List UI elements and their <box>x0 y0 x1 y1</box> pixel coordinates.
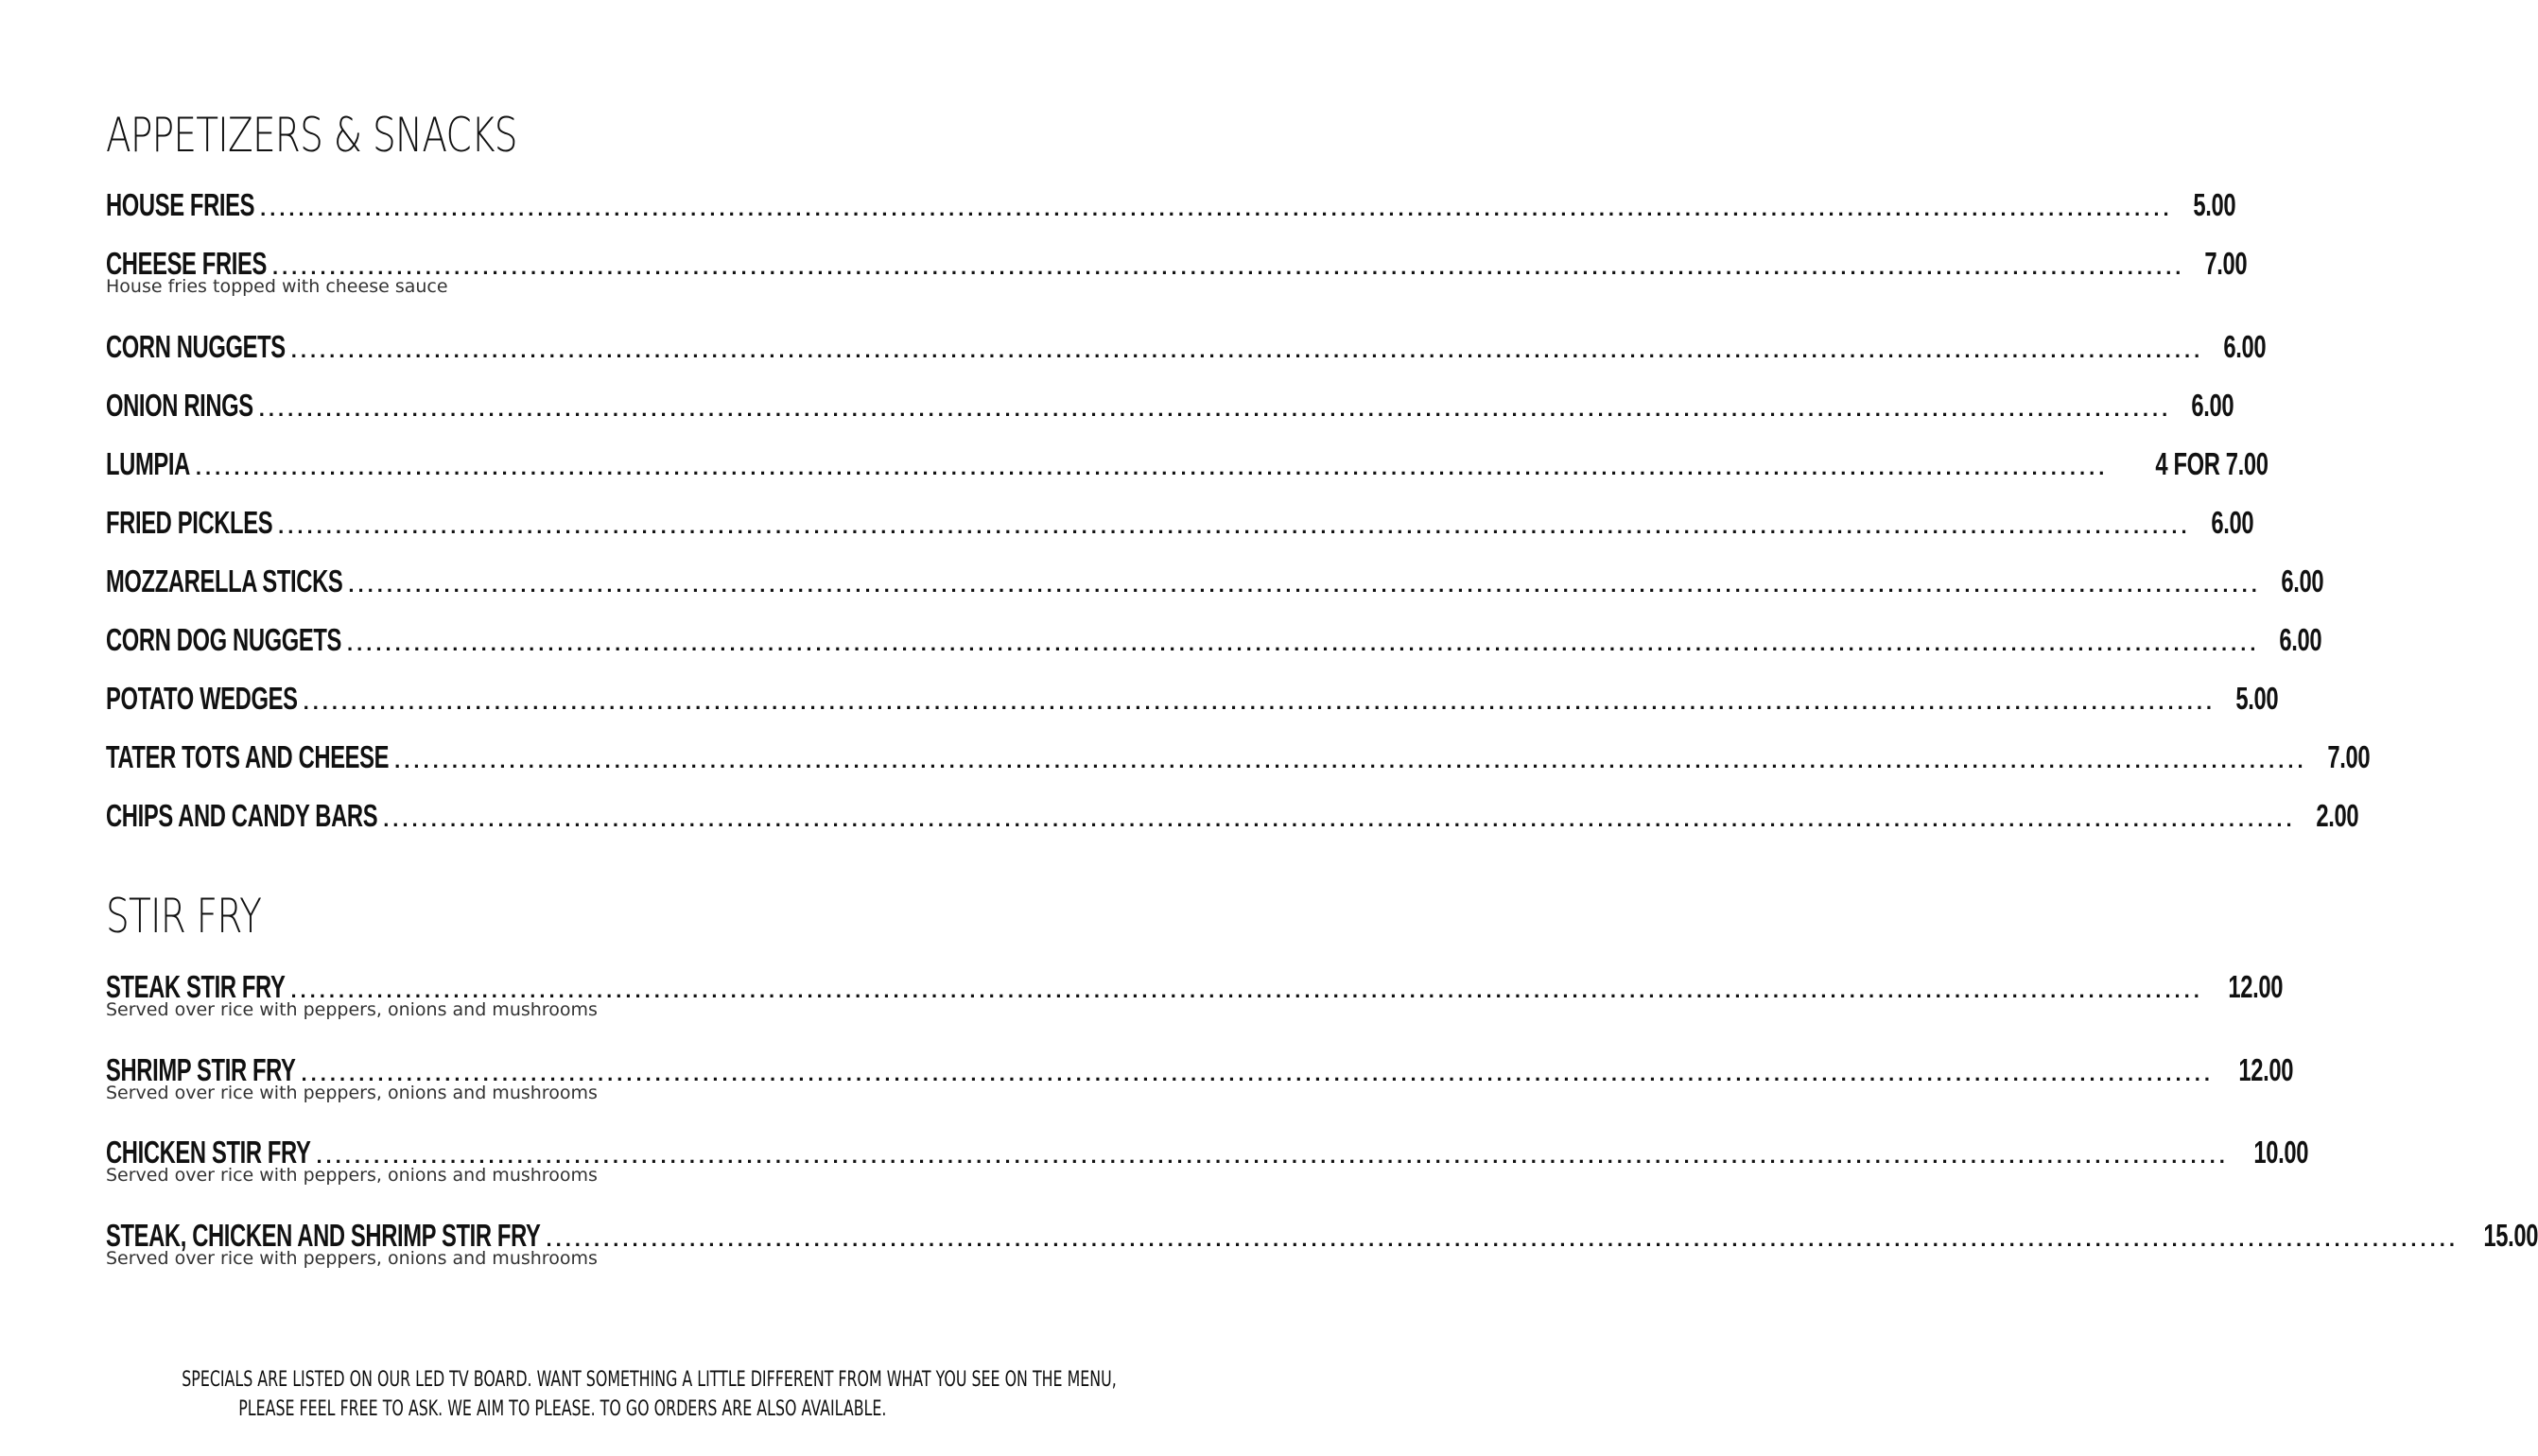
item-price: 12.00 <box>2238 1052 2294 1087</box>
item-name: CORN NUGGETS <box>106 329 286 364</box>
footer-line-1: SPECIALS ARE LISTED ON OUR LED TV BOARD. WANT SOMETHING A LITTLE DIFFERENT FROM WHAT YOU SEE ON THE MENU, <box>182 1368 1117 1392</box>
item-name: HOUSE FRIES <box>106 187 255 222</box>
item-name: LUMPIA <box>106 446 190 481</box>
menu-item-onion-rings <box>106 387 2234 425</box>
dot-leader: ........................................................................................................................................................................................................ <box>316 1144 2229 1168</box>
item-name: CHEESE FRIES <box>106 246 267 281</box>
dot-leader: ........................................................................................................................................................................................................ <box>546 1227 2459 1251</box>
item-price: 6.00 <box>2279 622 2322 657</box>
menu-item-corn-dog-nuggets <box>106 621 2322 659</box>
item-price: 5.00 <box>2235 681 2279 716</box>
item-name: CHICKEN STIR FRY <box>106 1135 311 1170</box>
dot-leader: ........................................................................................................................................................................................................ <box>394 749 2307 772</box>
item-name: SHRIMP STIR FRY <box>106 1052 296 1087</box>
dot-leader: ........................................................................................................................................................................................................ <box>260 197 2173 220</box>
item-description: Served over rice with peppers, onions and mushrooms <box>106 1248 598 1269</box>
menu-item-lumpia <box>106 445 2269 483</box>
dot-leader: ........................................................................................................................................................................................................ <box>383 807 2296 831</box>
dot-leader: ........................................................................................................................................................................................................ <box>258 397 2172 421</box>
item-price: 5.00 <box>2192 187 2235 222</box>
item-price: 6.00 <box>2223 329 2267 364</box>
item-name: MOZZARELLA STICKS <box>106 563 343 598</box>
menu-item-corn-nuggets <box>106 328 2267 366</box>
item-price: 10.00 <box>2253 1135 2308 1170</box>
item-name: FRIED PICKLES <box>106 505 273 540</box>
item-price: 4 FOR 7.00 <box>2155 446 2269 481</box>
item-price: 7.00 <box>2204 246 2248 281</box>
menu-item-steak-stir-fry <box>106 968 2283 1020</box>
dot-leader: ........................................................................................................................................................................................................ <box>290 979 2203 1002</box>
dot-leader: ........................................................................................................................................................................................................ <box>278 514 2191 538</box>
item-price: 6.00 <box>2281 563 2324 598</box>
dot-leader: ........................................................................................................................................................................................................ <box>290 338 2204 362</box>
menu-item-tater-tots <box>106 738 2370 776</box>
menu-item-fried-pickles <box>106 504 2253 542</box>
item-price: 2.00 <box>2316 798 2358 833</box>
section-title-stir-fry: STIR FRY <box>106 889 262 944</box>
item-description: Served over rice with peppers, onions and mushrooms <box>106 1165 598 1186</box>
section-title-appetizers: APPETIZERS & SNACKS <box>106 108 517 163</box>
dot-leader: ........................................................................................................................................................................................................ <box>347 632 2260 655</box>
menu-item-mozzarella-sticks <box>106 563 2324 600</box>
menu-item-chicken-stir-fry <box>106 1134 2308 1186</box>
dot-leader: ........................................................................................................................................................................................................ <box>303 690 2216 714</box>
dot-leader: ........................................................................................................................................................................................................ <box>271 255 2185 279</box>
item-price: 6.00 <box>2211 505 2253 540</box>
item-description: House fries topped with cheese sauce <box>106 276 448 297</box>
menu-item-potato-wedges <box>106 680 2279 718</box>
menu-item-shrimp-stir-fry <box>106 1051 2294 1103</box>
dot-leader: ........................................................................................................................................................................................................ <box>195 456 2109 479</box>
menu-item-chips-candy <box>106 797 2358 835</box>
item-name: ONION RINGS <box>106 388 253 423</box>
item-name: POTATO WEDGES <box>106 681 298 716</box>
item-name: STEAK, CHICKEN AND SHRIMP STIR FRY <box>106 1218 541 1253</box>
item-name: TATER TOTS AND CHEESE <box>106 739 390 774</box>
dot-leader: ........................................................................................................................................................................................................ <box>301 1062 2214 1085</box>
dot-leader: ........................................................................................................................................................................................................ <box>348 573 2261 597</box>
item-name: CORN DOG NUGGETS <box>106 622 342 657</box>
item-price: 15.00 <box>2483 1218 2538 1253</box>
item-price: 6.00 <box>2191 388 2234 423</box>
footer-line-2: PLEASE FEEL FREE TO ASK. WE AIM TO PLEASE. TO GO ORDERS ARE ALSO AVAILABLE. <box>238 1397 887 1421</box>
item-name: STEAK STIR FRY <box>106 969 286 1004</box>
item-name: CHIPS AND CANDY BARS <box>106 798 378 833</box>
item-price: 12.00 <box>2228 969 2283 1004</box>
menu-item-combo-stir-fry <box>106 1217 2538 1269</box>
item-description: Served over rice with peppers, onions and mushrooms <box>106 999 598 1020</box>
menu-item-cheese-fries <box>106 245 2248 297</box>
footer-note <box>0 1365 1125 1424</box>
item-price: 7.00 <box>2327 739 2370 774</box>
menu-item-house-fries <box>106 186 2235 224</box>
item-description: Served over rice with peppers, onions and mushrooms <box>106 1083 598 1103</box>
